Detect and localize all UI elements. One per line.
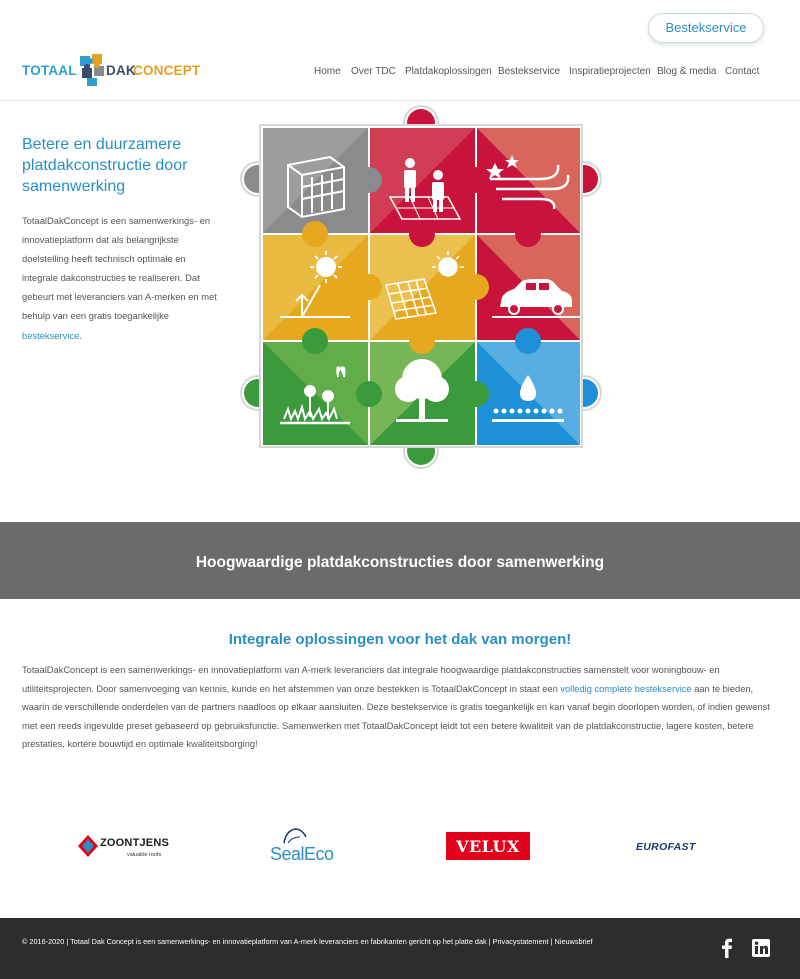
logo-text-dak: DAK bbox=[106, 63, 136, 78]
main-navigation bbox=[0, 66, 800, 80]
nav-home[interactable]: Home bbox=[314, 66, 341, 77]
section-text-part2: aan te bieden, waarin de verschillende onderdelen van de partners naadloos op elkaar aansluiten. Deze bestekservice is gratis toegankelijk en kan vanaf begin doorlopen worden, of indien gewenst met een reeds ingevulde preset gebaseerd op gebruiksfunctie. Samenwerken met TotaalDakConcept leidt tot een betere kwaliteit van de platdakconstructie, lagere kosten, betere prestaties, kortere bouwtijd en optimale kwaliteitsborging! bbox=[22, 683, 770, 749]
site-header bbox=[0, 0, 800, 101]
velux-name: VELUX bbox=[456, 837, 520, 856]
facebook-icon[interactable] bbox=[717, 938, 737, 958]
partner-logo-zoontjens[interactable] bbox=[78, 825, 168, 869]
section-text-part1: TotaalDakConcept is een samenwerkings- en innovatieplatform van A-merk leveranciers dat integrale hoogwaardige platdakconstructies samenstelt voor woningbouw- en utiliteitsprojecten. Door samenvoeging van kennis, kunde en het afstemmen van onze bestekken is TotaalDakConcept in staat een bbox=[22, 665, 720, 694]
hero-text bbox=[22, 211, 220, 345]
sealeco-roof-icon bbox=[282, 827, 308, 845]
footer-text bbox=[22, 937, 593, 946]
hero-text-end: . bbox=[79, 329, 82, 341]
section-title: Integrale oplossingen voor het dak van morgen! bbox=[228, 631, 572, 648]
band-title: Hoogwaardige platdakconstructies door samenwerking bbox=[195, 554, 605, 571]
newsletter-link[interactable]: Nieuwsbrief bbox=[554, 937, 593, 946]
eurofast-name: EUROFAST bbox=[636, 841, 696, 853]
bestekservice-cta-button[interactable]: Bestekservice bbox=[648, 13, 764, 43]
nav-bestekservice[interactable]: Bestekservice bbox=[498, 66, 561, 77]
section-text bbox=[22, 661, 778, 754]
zoontjens-tagline: valuable roofs bbox=[127, 852, 162, 858]
logo-text-totaal: TOTAAL bbox=[22, 63, 77, 78]
hero-title: Betere en duurzamere platdakconstructie door samenwerking bbox=[22, 136, 188, 195]
hero-text-body: TotaalDakConcept is een samenwerkings- en innovatieplatform dat als belangrijkste doelstelling heeft technisch optimale en integrale dakconstructies te realiseren. Dat gebeurt met leveranciers van A-merken en met behulp van een gratis toegankelijke bbox=[22, 215, 217, 322]
footer-copyright: © 2016-2020 | Totaal Dak Concept is een samenwerkings- en innovatieplatform van A-merk leveranciers en fabrikanten gericht op het platte dak | bbox=[22, 937, 493, 946]
nav-platdakoplossingen[interactable]: Platdakoplossingen bbox=[405, 66, 492, 77]
nav-over-tdc[interactable]: Over TDC bbox=[351, 66, 396, 77]
nav-inspiratieprojecten[interactable]: Inspiratieprojecten bbox=[569, 66, 651, 77]
logo-text-concept: CONCEPT bbox=[133, 63, 201, 78]
partner-logo-velux[interactable] bbox=[446, 832, 530, 860]
nav-blog-media[interactable]: Blog & media bbox=[657, 66, 717, 77]
partner-logo-sealeco[interactable] bbox=[268, 825, 340, 869]
footer-separator: | bbox=[548, 937, 555, 946]
sealeco-name: SealEco bbox=[270, 844, 334, 864]
partner-logo-eurofast[interactable] bbox=[636, 825, 710, 869]
hero-bestekservice-link[interactable]: bestekservice bbox=[22, 329, 80, 341]
complete-bestekservice-link[interactable]: volledig complete bestekservice bbox=[560, 683, 692, 694]
zoontjens-diamond-icon bbox=[78, 835, 98, 857]
privacy-link[interactable]: Privacystatement bbox=[492, 937, 549, 946]
site-footer bbox=[0, 918, 800, 979]
nav-contact[interactable]: Contact bbox=[725, 66, 760, 77]
puzzle-illustration bbox=[240, 105, 602, 469]
linkedin-icon[interactable] bbox=[751, 938, 771, 958]
zoontjens-name: ZOONTJENS bbox=[100, 837, 170, 849]
